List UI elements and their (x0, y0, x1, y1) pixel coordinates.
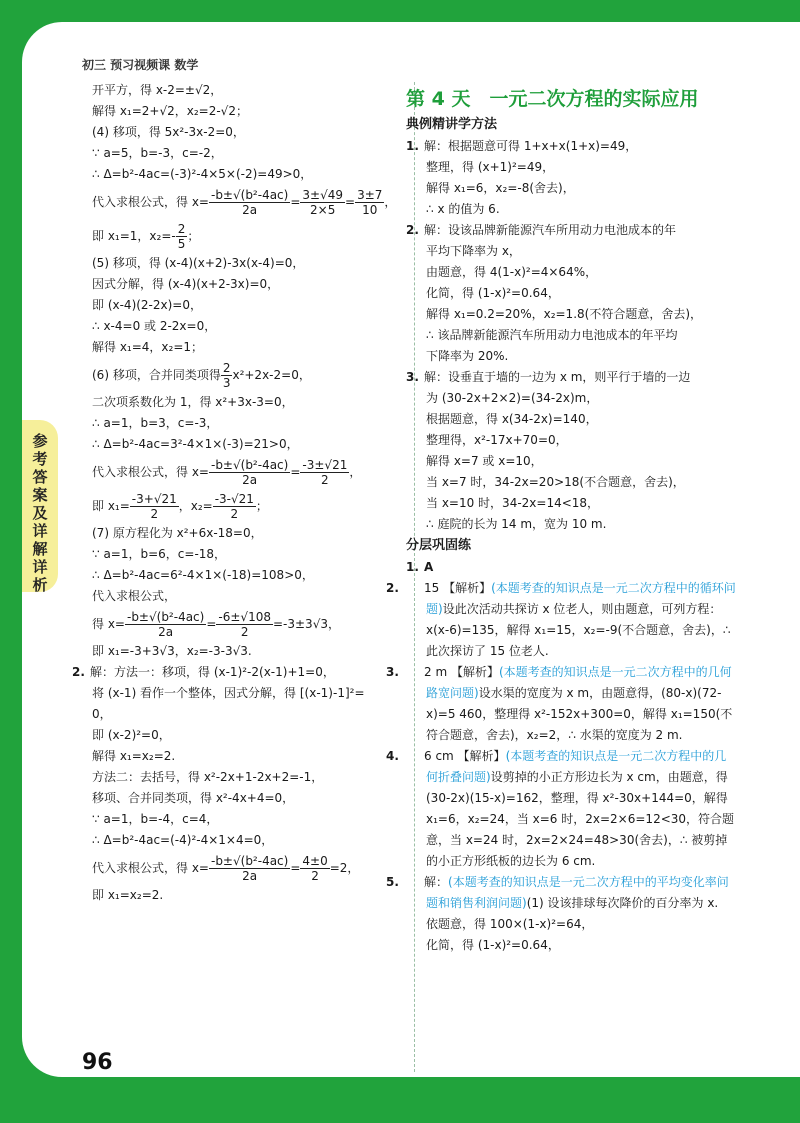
text-line: 将 (x-1) 看作一个整体，因式分解，得 [(x-1)-1]²= (92, 686, 365, 700)
text-line: 代入求根公式， (92, 589, 177, 603)
text-line: ∴ 庭院的长为 14 m，宽为 10 m. (426, 517, 607, 531)
text-line: ∴ x-4=0 或 2-2x=0， (92, 319, 217, 333)
text-line: ∴ Δ=b²-4ac=6²-4×1×(-18)=108>0， (92, 568, 314, 582)
text-line: 解得 x₁=x₂=2. (92, 749, 176, 763)
text-line: ∴ 该品牌新能源汽车所用动力电池成本的年平均 (426, 328, 678, 342)
right-column (386, 80, 736, 956)
formula-line: (6) 移项，合并同类项得 $\frac{2}{3}$ x²+2x-2=0， (92, 361, 311, 390)
text-line: 开平方，得 x-2=±√2， (92, 83, 223, 97)
text-line: 根据题意，得 x(34-2x)=140， (426, 412, 598, 426)
section-title: 第 4 天 一元二次方程的实际应用 (406, 88, 699, 110)
answer-line: 1. A (406, 560, 434, 574)
page (22, 22, 800, 1077)
answer-block: 5. 解：(本题考查的知识点是一元二次方程中的平均变化率问题和销售利润问题)(1) 设该排球每次降价的百分率为 x. (386, 875, 729, 910)
text-line: 当 x=7 时，34-2x=20>18(不合题意，舍去)， (426, 475, 685, 489)
answer-block: 4. 6 cm 【解析】(本题考查的知识点是一元二次方程中的几何折叠问题)设剪掉的小正方形边长为 x cm，由题意，得 (30-2x)(15-x)=162，整理，得 x²-30x+144=0，解得 x₁=6，x₂=24，当 x=6 时，2x=2×6=12<30，符合题意，当 x=24 时，2x=2×24=48>30(舍去)，∴ 被剪掉的小正方形纸板的边长为 6 cm. (386, 749, 735, 868)
text-line: ∵ a=1，b=-4，c=4， (92, 812, 219, 826)
text-line: 解得 x₁=6，x₂=-8(舍去)， (426, 181, 575, 195)
text-line: (7) 原方程化为 x²+6x-18=0， (92, 526, 263, 540)
formula-line: 即 x₁= $\frac{-3+√21}{2}$ ，x₂= $\frac{-3-√21}{2}$ ； (92, 492, 268, 521)
text-line: 解得 x₁=4，x₂=1； (92, 340, 204, 354)
text-line: 2. 解：方法一：移项，得 (x-1)²-2(x-1)+1=0， (72, 665, 335, 679)
text-line: 1. 解：根据题意可得 1+x+x(1+x)=49， (406, 139, 638, 153)
text-line: 平均下降率为 x， (426, 244, 521, 258)
subsection-title: 分层巩固练 (406, 538, 472, 553)
text-line: 解得 x₁=2+√2，x₂=2-√2； (92, 104, 248, 118)
text-line: 二次项系数化为 1，得 x²+3x-3=0， (92, 395, 294, 409)
text-line: 即 (x-2)²=0， (92, 728, 171, 742)
text-line: 当 x=10 时，34-2x=14<18， (426, 496, 600, 510)
text-line: 整理，得 (x+1)²=49， (426, 160, 555, 174)
text-line: 解得 x₁=0.2=20%，x₂=1.8(不符合题意，舍去)， (426, 307, 703, 321)
text-line: 即 (x-4)(2-2x)=0， (92, 298, 202, 312)
text-line: 化简，得 (1-x)²=0.64， (426, 938, 560, 952)
text-line: ∴ Δ=b²-4ac=3²-4×1×(-3)=21>0， (92, 437, 299, 451)
text-line: ∴ a=1，b=3，c=-3， (92, 416, 219, 430)
text-line: 为 (30-2x+2×2)=(34-2x)m， (426, 391, 599, 405)
text-line: ∴ Δ=b²-4ac=(-3)²-4×5×(-2)=49>0， (92, 167, 313, 181)
text-line: (5) 移项，得 (x-4)(x+2)-3x(x-4)=0， (92, 256, 305, 270)
formula-line: 即 x₁=1，x₂=- $\frac{2}{5}$ ； (92, 222, 200, 251)
text-line: 依题意，得 100×(1-x)²=64， (426, 917, 594, 931)
side-tab-label: 参考答案及详解详析 (32, 432, 48, 594)
formula-line: 代入求根公式，得 x= $\frac{\text{-b±√(b²-4ac)}}{2a}$ = $\frac{3\pm√49}{2\times 5}$ = $\frac{3\pm 7}{10}$ ， (92, 188, 397, 217)
text-line: ∵ a=1，b=6，c=-18， (92, 547, 227, 561)
subsection-title: 典例精讲学方法 (406, 117, 498, 132)
text-line: 方法二：去括号，得 x²-2x+1-2x+2=-1， (92, 770, 324, 784)
text-line: (4) 移项，得 5x²-3x-2=0， (92, 125, 245, 139)
page-header: 初三 预习视频课 数学 (82, 58, 199, 72)
answer-block: 2. 15 【解析】(本题考查的知识点是一元二次方程中的循环问题)设此次活动共探访 x 位老人，则由题意，可列方程：x(x-6)=135，解得 x₁=15，x₂=-9(不合题意，舍去)，∴ 此次探访了 15 位老人. (386, 581, 736, 658)
text-line: 0， (92, 707, 112, 721)
page-number: 96 (82, 1050, 113, 1075)
left-column (72, 80, 402, 906)
text-line: 化简，得 (1-x)²=0.64， (426, 286, 560, 300)
answer-block: 3. 2 m 【解析】(本题考查的知识点是一元二次方程中的几何路宽问题)设水渠的宽度为 x m，由题意得，(80-x)(72-x)=5 460，整理得 x²-152x+300=0，解得 x₁=150(不符合题意，舍去)，x₂=2，∴ 水渠的宽度为 2 m. (386, 665, 733, 742)
text-line: 2. 解：设该品牌新能源汽车所用动力电池成本的年 (406, 223, 677, 237)
text-line: 下降率为 20%. (426, 349, 509, 363)
formula-line: 代入求根公式，得 x= $\frac{\text{-b±√(b²-4ac)}}{2a}$ = $\frac{4\pm 0}{2}$ =2， (92, 854, 360, 883)
text-line: 移项、合并同类项，得 x²-4x+4=0， (92, 791, 295, 805)
text-line: 3. 解：设垂直于墙的一边为 x m，则平行于墙的一边 (406, 370, 691, 384)
text-line: 整理得，x²-17x+70=0， (426, 433, 568, 447)
text-line: 由题意，得 4(1-x)²=4×64%， (426, 265, 598, 279)
formula-line: 得 x= $\frac{\text{-b±√(b²-4ac)}}{2a}$ = $\frac{-6\pm√108}{2}$ =-3±3√3， (92, 610, 340, 639)
text-line: 因式分解，得 (x-4)(x+2-3x)=0， (92, 277, 280, 291)
text-line: ∴ x 的值为 6. (426, 202, 500, 216)
text-line: 即 x₁=-3+3√3，x₂=-3-3√3. (92, 644, 252, 658)
text-line: 即 x₁=x₂=2. (92, 888, 164, 902)
formula-line: 代入求根公式，得 x= $\frac{\text{-b±√(b²-4ac)}}{2a}$ = $\frac{-3\pm√21}{2}$ ， (92, 458, 362, 487)
text-line: ∵ a=5，b=-3，c=-2， (92, 146, 223, 160)
text-line: 解得 x=7 或 x=10， (426, 454, 543, 468)
text-line: ∴ Δ=b²-4ac=(-4)²-4×1×4=0， (92, 833, 274, 847)
side-tab (22, 420, 58, 592)
